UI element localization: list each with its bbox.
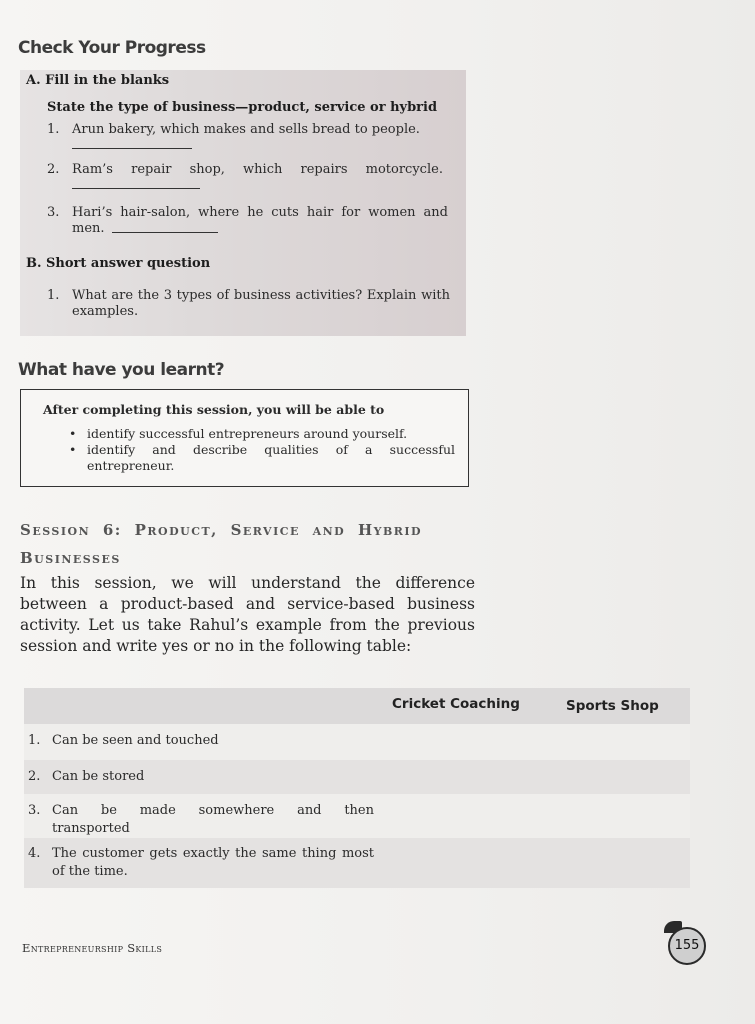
answer-blank — [72, 188, 200, 189]
row-text: Can be made somewhere and then transported — [52, 803, 374, 836]
header-sports-shop: Sports Shop — [566, 698, 659, 714]
session-title-line2: Businesses — [20, 549, 121, 567]
check-progress-box — [20, 70, 466, 336]
question-text: Arun bakery, which makes and sells bread to people. — [72, 122, 420, 137]
row-num: 4. — [28, 846, 41, 861]
row-num: 1. — [28, 733, 41, 748]
learnt-bullet: • identify successful entrepreneurs around yourself. — [65, 426, 455, 442]
section-a-instruction: State the type of business—product, service or hybrid — [47, 100, 438, 115]
table-row — [24, 724, 690, 760]
question-num: 1. — [47, 122, 60, 137]
question-num: 2. — [47, 162, 60, 177]
learnt-box — [20, 389, 469, 487]
session-title — [20, 516, 475, 572]
footer-book-title: Entrepreneurship Skills — [22, 941, 163, 955]
question-text: Hari’s hair-salon, where he cuts hair for women and men. — [72, 205, 448, 236]
table-row — [24, 794, 690, 838]
question-text: What are the 3 types of business activities? Explain with examples. — [72, 288, 450, 319]
section-b-label: B. Short answer question — [26, 256, 211, 271]
header-cricket-coaching: Cricket Coaching — [392, 696, 520, 712]
question-num: 3. — [47, 205, 60, 220]
row-text: The customer gets exactly the same thing most of the time. — [52, 846, 374, 879]
question-text: Ram’s repair shop, which repairs motorcycle. — [72, 162, 443, 177]
table-header — [24, 688, 690, 724]
learnt-heading: What have you learnt? — [18, 360, 225, 380]
learnt-list — [65, 426, 455, 474]
page-number: 155 — [668, 927, 706, 965]
session-intro: In this session, we will understand the difference between a product-based and service-based business activity. Let us take Rahul’s example from the previous session and write yes or no in the following table: — [20, 574, 475, 655]
row-num: 3. — [28, 803, 41, 818]
answer-blank — [112, 232, 218, 233]
table-row — [24, 760, 690, 794]
section-a-label: A. Fill in the blanks — [26, 73, 170, 88]
row-text: Can be seen and touched — [52, 733, 219, 748]
answer-blank — [72, 148, 192, 149]
row-num: 2. — [28, 769, 41, 784]
learnt-intro: After completing this session, you will be able to — [43, 402, 385, 417]
check-progress-heading: Check Your Progress — [18, 38, 206, 58]
table-row — [24, 838, 690, 888]
session-title-line1: Session 6: Product, Service and Hybrid — [20, 521, 423, 539]
row-text: Can be stored — [52, 769, 145, 784]
learnt-bullet: • identify and describe qualities of a successful entrepreneur. — [65, 442, 455, 474]
question-num: 1. — [47, 288, 60, 303]
